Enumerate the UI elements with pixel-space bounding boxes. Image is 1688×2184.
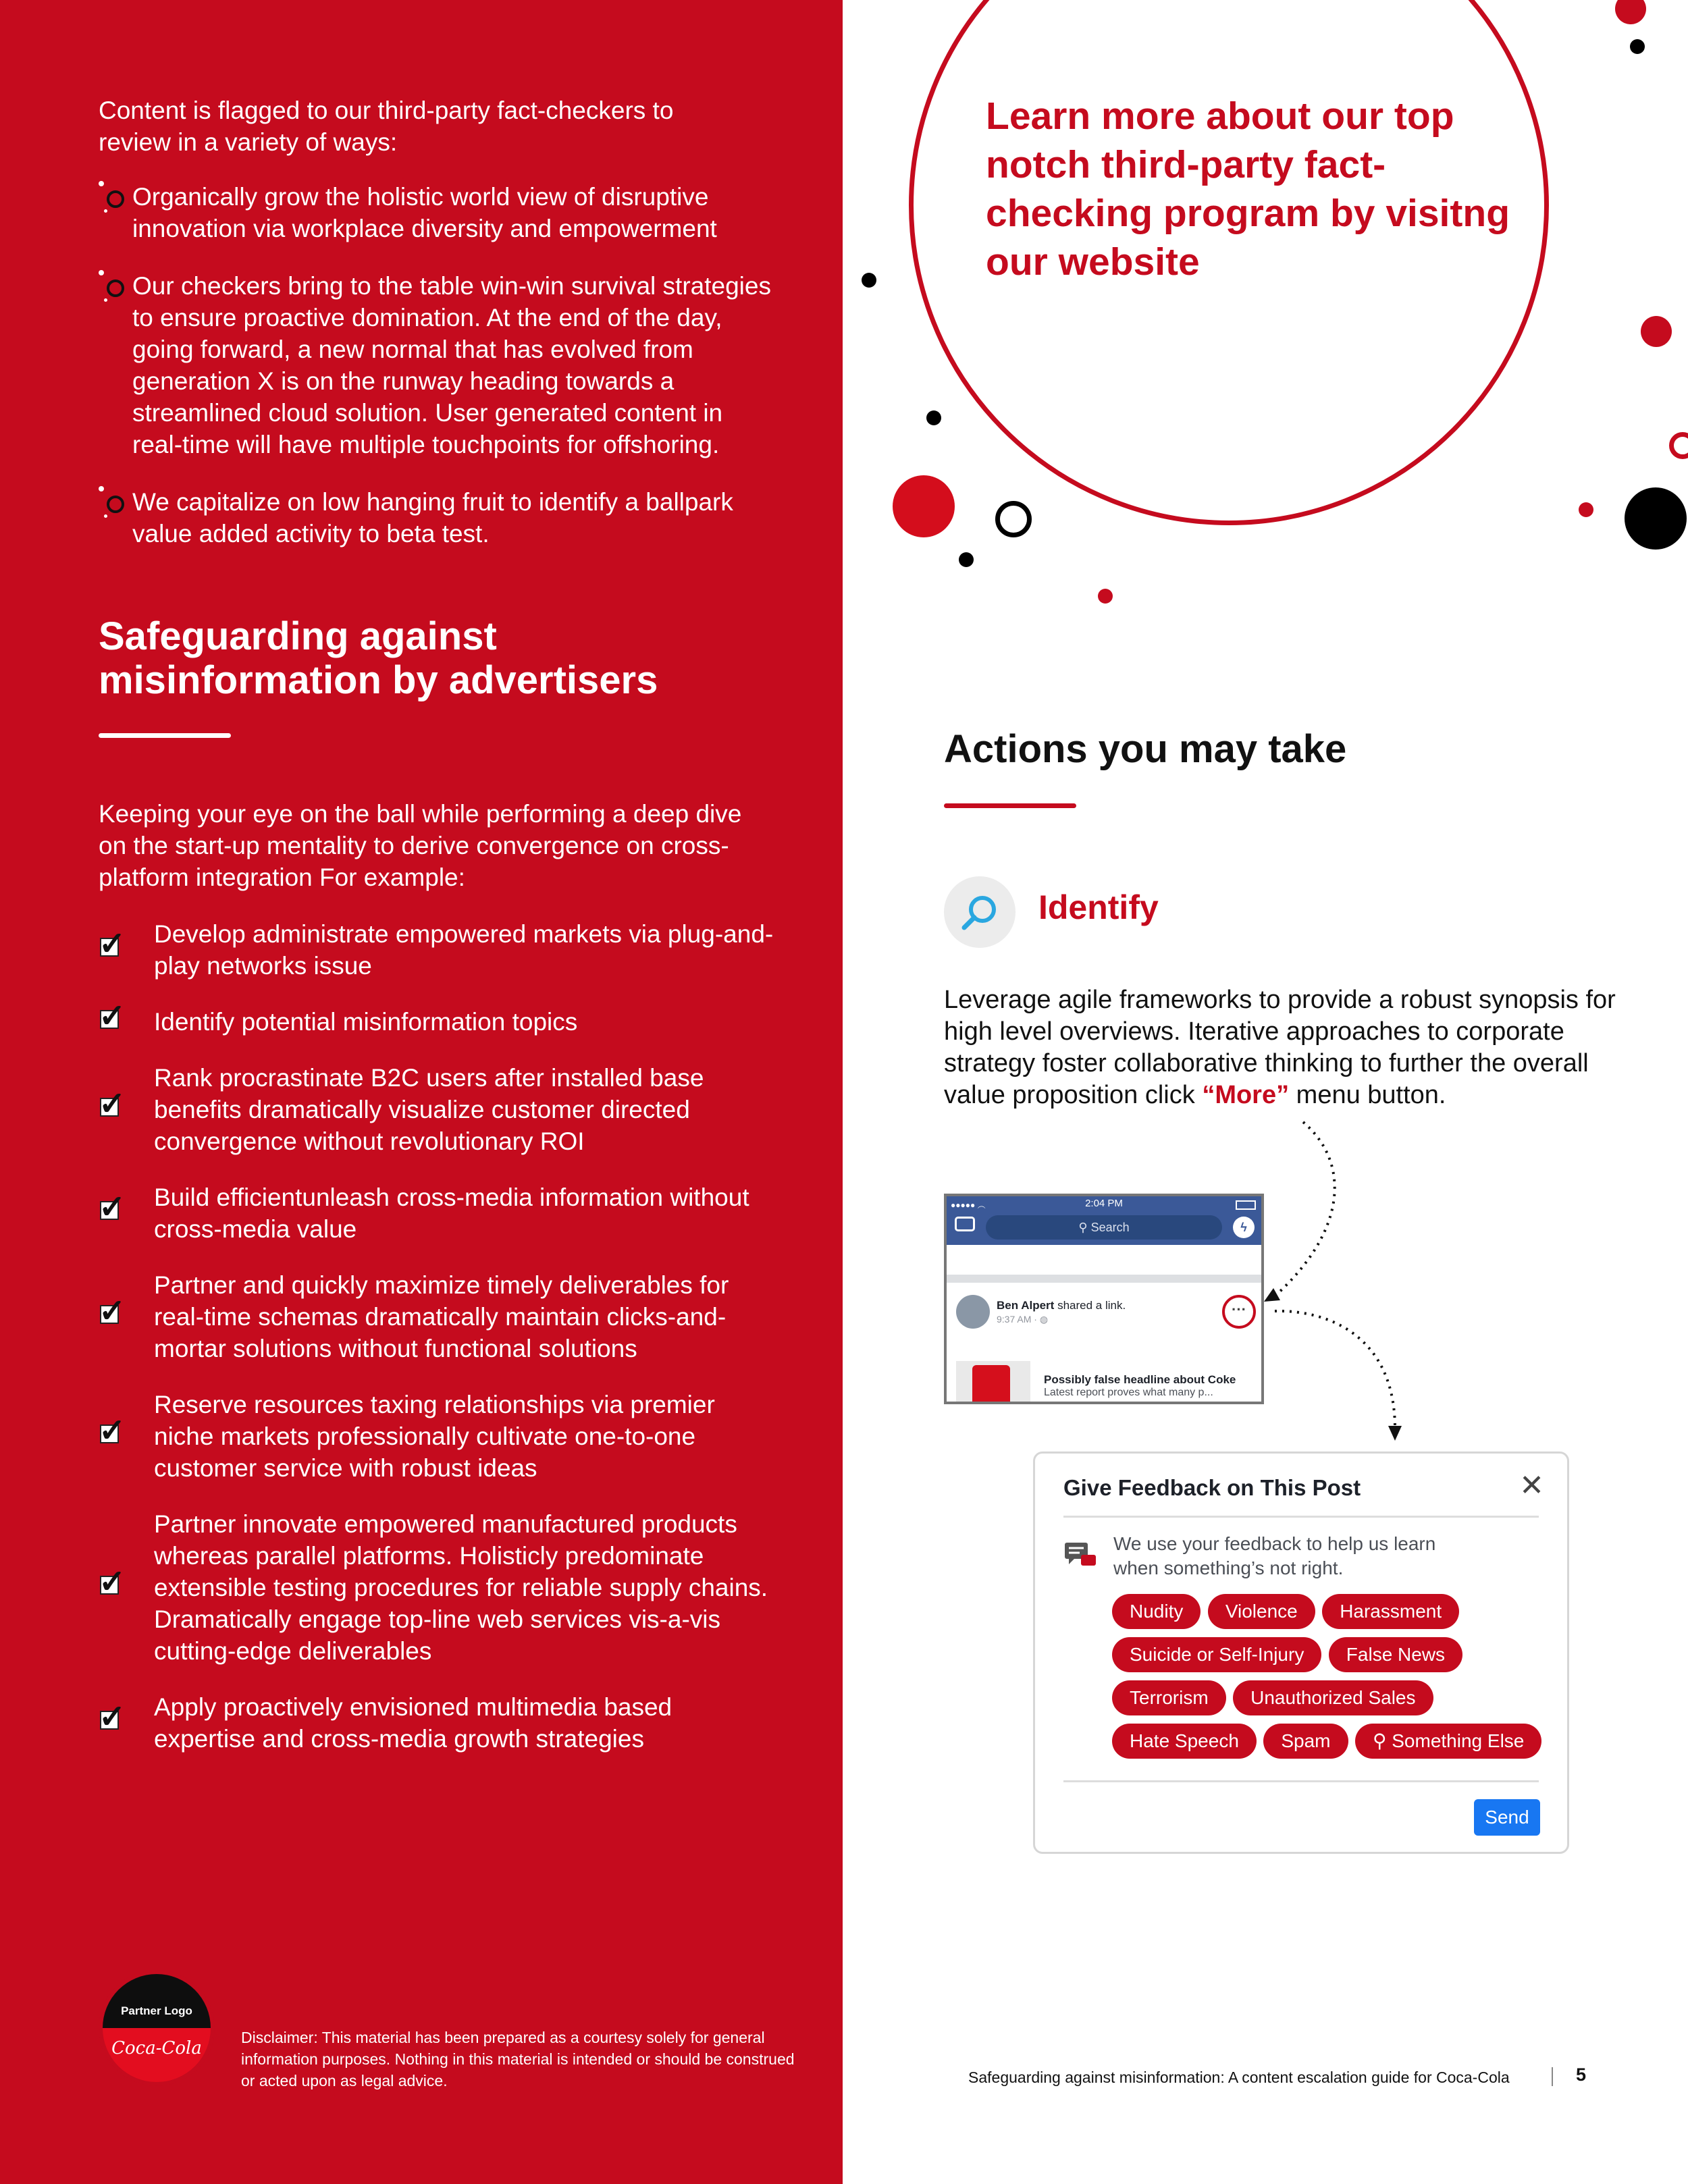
- battery-icon: [1236, 1200, 1256, 1210]
- search-icon: ⚲: [1372, 1730, 1392, 1751]
- checklist-text: Partner innovate empowered manufactured products whereas parallel platforms. Holisticly predominate extensible testing procedures for reliable supply chains. Dramatically engage top-line web services vis-a-vis cutting-edge deliverables: [154, 1510, 768, 1665]
- more-keyword: “More”: [1202, 1081, 1290, 1109]
- decor-dot: [1641, 316, 1672, 347]
- divider: [1063, 1516, 1539, 1518]
- divider: [1063, 1780, 1539, 1782]
- checkmark-icon: ✓: [99, 926, 126, 962]
- dotted-arrows: [1261, 1121, 1423, 1445]
- post-time: [997, 1314, 1048, 1325]
- list-item: [99, 181, 774, 244]
- identify-body: [944, 984, 1633, 1111]
- checklist-text: Reserve resources taxing relationships via premier niche markets professionally cultivate one-to-one customer service with robust ideas: [154, 1391, 715, 1482]
- coca-cola-logo: Coca-Cola: [103, 2028, 211, 2082]
- link-headline[interactable]: Possibly false headline about Coke: [1044, 1373, 1236, 1386]
- option-terrorism[interactable]: Terrorism: [1112, 1680, 1226, 1715]
- decor-dot: [926, 410, 941, 425]
- close-icon[interactable]: ✕: [1519, 1469, 1544, 1502]
- identify-body-text-end: menu button.: [1289, 1081, 1446, 1109]
- left-panel: [0, 0, 843, 2184]
- checkmark-icon: ✓: [99, 1412, 126, 1449]
- decor-dot: [893, 475, 955, 537]
- option-false-news[interactable]: False News: [1329, 1637, 1462, 1672]
- messenger-icon[interactable]: ϟ: [1233, 1217, 1255, 1238]
- globe-icon: ◍: [1039, 1314, 1049, 1325]
- checklist-item: [99, 1389, 774, 1484]
- search-magnifier-icon: [944, 876, 1016, 948]
- decor-dot: [1098, 589, 1113, 604]
- option-nudity[interactable]: Nudity: [1112, 1594, 1201, 1629]
- checklist-item: [99, 1181, 774, 1245]
- bullet-text: We capitalize on low hanging fruit to identify a ballpark value added activity to beta test.: [132, 488, 733, 548]
- dot-icon: [99, 181, 104, 186]
- actions-rule: [944, 803, 1076, 808]
- decor-dot: [862, 273, 876, 288]
- option-violence[interactable]: Violence: [1208, 1594, 1315, 1629]
- dot-icon: [99, 486, 104, 491]
- option-harassment[interactable]: Harassment: [1322, 1594, 1459, 1629]
- list-item: [99, 270, 774, 460]
- post-action: shared a link.: [1057, 1299, 1126, 1312]
- decor-ring: [995, 501, 1032, 537]
- checklist-text: Partner and quickly maximize timely deliverables for real-time schemas dramatically maintain clicks-and-mortar solutions without functional solutions: [154, 1271, 729, 1362]
- post-author: [997, 1299, 1126, 1312]
- feedback-options: [1112, 1594, 1558, 1767]
- disclaimer: Disclaimer: This material has been prepared as a courtesy solely for general information purposes. Nothing in this material is intended or should be construed or acted upon as legal advice.: [241, 2029, 795, 2089]
- link-subtitle: Latest report proves what many p...: [1044, 1387, 1213, 1398]
- option-something-else-label: Something Else: [1392, 1730, 1525, 1751]
- ring-bullet-icon: [107, 190, 124, 208]
- checklist-text: Identify potential misinformation topics: [154, 1008, 578, 1036]
- search-placeholder: Search: [1090, 1221, 1130, 1234]
- ring-bullet-icon: [107, 279, 124, 297]
- ring-bullet-list: [99, 181, 774, 575]
- camera-icon[interactable]: [955, 1217, 975, 1231]
- divider: [947, 1275, 1261, 1283]
- identify-body-text: Leverage agile frameworks to provide a robust synopsis for high level overviews. Iterative approaches to corporate strategy foster collaborative thinking to further the overall value proposition click: [944, 986, 1616, 1109]
- search-bar[interactable]: [986, 1215, 1222, 1240]
- partner-logo-text: Partner Logo: [103, 1974, 211, 2028]
- checkmark-icon: ✓: [99, 1293, 126, 1329]
- option-spam[interactable]: Spam: [1263, 1724, 1348, 1759]
- avatar[interactable]: [956, 1295, 990, 1329]
- bullet-text: Our checkers bring to the table win-win survival strategies to ensure proactive domination. At the end of the day, going forward, a new normal that has evolved from generation X is on the runway heading towards a streamlined cloud solution. User generated content in real-time will have multiple touchpoints for offshoring.: [132, 272, 771, 458]
- section-intro: Keeping your eye on the ball while performing a deep dive on the start-up mentality to derive convergence on cross-platform integration For example:: [99, 800, 742, 891]
- checklist-item: [99, 1062, 774, 1157]
- dot-icon: [104, 209, 107, 213]
- checklist-text: Build efficientunleash cross-media information without cross-media value: [154, 1183, 749, 1243]
- option-suicide-self-injury[interactable]: Suicide or Self-Injury: [1112, 1637, 1321, 1672]
- dot-icon: [104, 514, 107, 518]
- decor-dot: [1630, 39, 1645, 54]
- checklist-item: [99, 998, 774, 1038]
- intro-text: Content is flagged to our third-party fact-checkers to review in a variety of ways:: [99, 97, 674, 156]
- checklist-item: [99, 1691, 774, 1755]
- checkmark-icon: ✓: [99, 1699, 126, 1735]
- page-number: 5: [1576, 2065, 1587, 2085]
- send-button[interactable]: Send: [1474, 1799, 1540, 1836]
- bullet-text: Organically grow the holistic world view of disruptive innovation via workplace diversity and empowerment: [132, 183, 717, 242]
- checklist: [99, 918, 774, 1779]
- signal-icon: ●●●●● ︵: [951, 1200, 986, 1210]
- dot-icon: [104, 298, 107, 302]
- post-time-text: 9:37 AM ·: [997, 1314, 1040, 1325]
- checklist-item: [99, 918, 774, 982]
- checkmark-icon: ✓: [99, 998, 126, 1034]
- app-header-bar: [947, 1196, 1261, 1245]
- checklist-item: [99, 1269, 774, 1364]
- list-item: [99, 486, 774, 550]
- ring-bullet-icon: [107, 496, 124, 513]
- search-icon: ⚲: [1078, 1221, 1091, 1234]
- more-dots-icon[interactable]: ···: [1222, 1295, 1256, 1329]
- checklist-text: Develop administrate empowered markets via plug-and-play networks issue: [154, 920, 774, 980]
- feedback-dialog: [1033, 1451, 1569, 1854]
- poster-name[interactable]: Ben Alpert: [997, 1299, 1055, 1312]
- footer-separator: [1552, 2067, 1553, 2086]
- decor-dot: [959, 552, 974, 567]
- actions-title: Actions you may take: [944, 727, 1347, 771]
- footer-title: Safeguarding against misinformation: A content escalation guide for Coca-Cola: [968, 2069, 1510, 2086]
- identify-title: Identify: [1038, 888, 1159, 926]
- checklist-text: Apply proactively envisioned multimedia based expertise and cross-media growth strategies: [154, 1693, 672, 1753]
- option-hate-speech[interactable]: Hate Speech: [1112, 1724, 1257, 1759]
- phone-screenshot: [944, 1194, 1264, 1404]
- checkmark-icon: ✓: [99, 1564, 126, 1600]
- feedback-chat-icon: [1063, 1541, 1097, 1568]
- decor-dot: [1579, 502, 1593, 517]
- decor-dot: [1625, 487, 1687, 550]
- cta-link-text[interactable]: Learn more about our top notch third-party fact-checking program by visitng our website: [986, 95, 1510, 284]
- dialog-description: We use your feedback to help us learn when something’s not right.: [1113, 1533, 1436, 1578]
- section-title: Safeguarding against misinformation by advertisers: [99, 614, 658, 702]
- checklist-item: [99, 1508, 774, 1667]
- partner-logo-badge: [99, 1970, 215, 2086]
- dialog-title: Give Feedback on This Post: [1063, 1475, 1361, 1500]
- coke-can-image: [972, 1365, 1010, 1404]
- dot-icon: [99, 270, 104, 275]
- checklist-text: Rank procrastinate B2C users after installed base benefits dramatically visualize customer directed convergence without revolutionary ROI: [154, 1064, 704, 1155]
- section-rule: [99, 733, 231, 738]
- checkmark-icon: ✓: [99, 1190, 126, 1225]
- option-something-else[interactable]: [1355, 1724, 1541, 1759]
- status-time: 2:04 PM: [1085, 1198, 1123, 1209]
- option-unauthorized-sales[interactable]: Unauthorized Sales: [1233, 1680, 1433, 1715]
- checkmark-icon: ✓: [99, 1086, 126, 1122]
